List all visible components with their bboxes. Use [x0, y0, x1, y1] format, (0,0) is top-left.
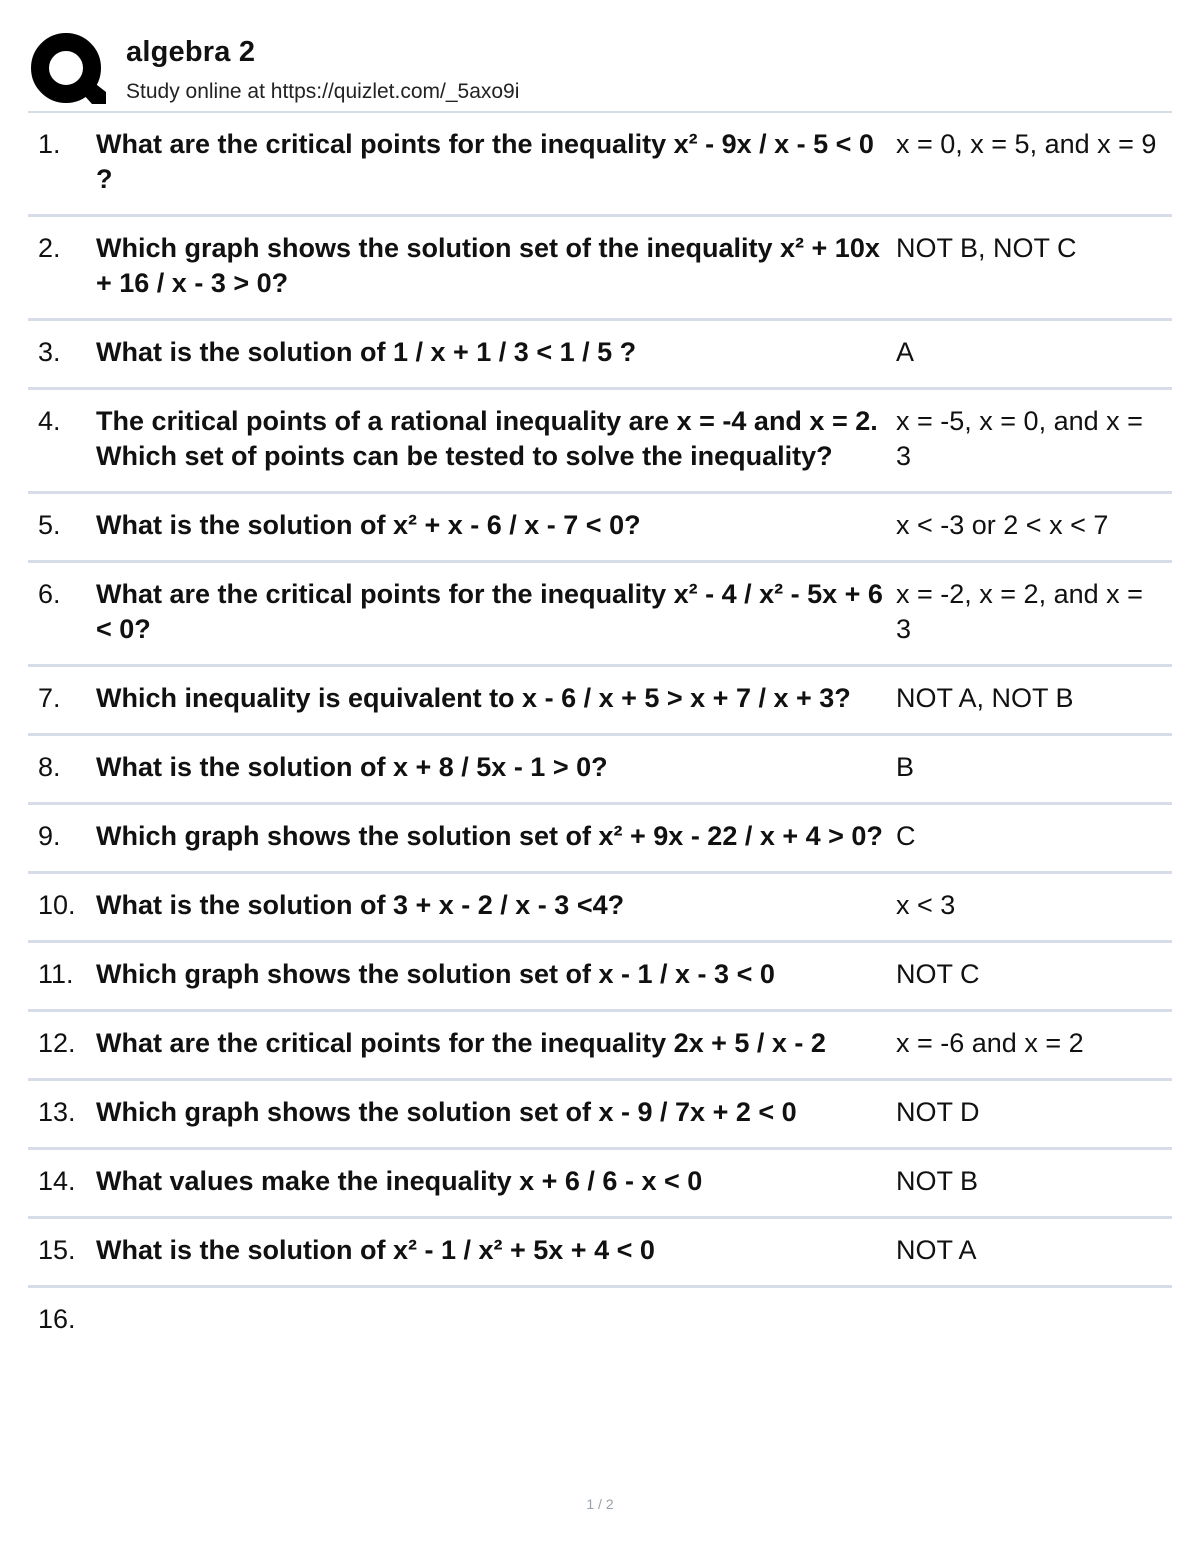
card-definition: NOT A — [896, 1235, 977, 1265]
card-definition: NOT C — [896, 959, 980, 989]
card-term: Which graph shows the solution set of x - 1 / x - 3 < 0 — [96, 959, 775, 989]
flashcard-row — [28, 667, 1172, 736]
page-indicator: 1 / 2 — [586, 1496, 614, 1512]
card-term: What is the solution of 3 + x - 2 / x - 3 <4? — [96, 890, 625, 920]
flashcard-row — [28, 1012, 1172, 1081]
card-term: What are the critical points for the inequality 2x + 5 / x - 2 — [96, 1028, 826, 1058]
card-number: 5. — [38, 510, 61, 540]
card-term: What are the critical points for the inequality x² - 4 / x² - 5x + 6 < 0? — [96, 579, 883, 644]
flashcard-row — [28, 390, 1172, 494]
card-definition: NOT D — [896, 1097, 980, 1127]
flashcard-row — [28, 943, 1172, 1012]
flashcard-row — [28, 736, 1172, 805]
card-definition: C — [896, 821, 916, 851]
card-number: 9. — [38, 821, 61, 851]
flashcard-row — [28, 494, 1172, 563]
card-number: 8. — [38, 752, 61, 782]
flashcard-row — [28, 563, 1172, 667]
card-term: What are the critical points for the inequality x² - 9x / x - 5 < 0 ? — [96, 129, 874, 194]
card-definition: x = -2, x = 2, and x = 3 — [896, 579, 1143, 644]
card-term: Which graph shows the solution set of x² + 9x - 22 / x + 4 > 0? — [96, 821, 883, 851]
flashcard-row — [28, 1150, 1172, 1219]
card-number: 6. — [38, 579, 61, 609]
card-definition: x = -5, x = 0, and x = 3 — [896, 406, 1143, 471]
card-number: 12. — [38, 1028, 76, 1058]
card-term — [96, 1302, 896, 1337]
card-term: Which inequality is equivalent to x - 6 / x + 5 > x + 7 / x + 3? — [96, 683, 851, 713]
flashcard-list — [28, 113, 1172, 1354]
card-number: 1. — [38, 129, 61, 159]
card-term: What is the solution of 1 / x + 1 / 3 < 1 / 5 ? — [96, 337, 637, 367]
card-definition: x < -3 or 2 < x < 7 — [896, 510, 1109, 540]
card-definition: x = 0, x = 5, and x = 9 — [896, 129, 1157, 159]
card-number: 15. — [38, 1235, 76, 1265]
document-title: algebra 2 — [126, 36, 256, 68]
card-definition: B — [896, 752, 915, 782]
card-number: 14. — [38, 1166, 76, 1196]
card-number: 7. — [38, 683, 61, 713]
card-number: 16. — [38, 1304, 76, 1334]
card-definition — [896, 1302, 1172, 1337]
card-number: 3. — [38, 337, 61, 367]
quizlet-q-logo-icon — [30, 32, 106, 108]
flashcard-row — [28, 874, 1172, 943]
card-term: The critical points of a rational inequality are x = -4 and x = 2. Which set of points can be tested to solve the inequality? — [96, 406, 878, 471]
card-term: What is the solution of x² - 1 / x² + 5x + 4 < 0 — [96, 1235, 655, 1265]
card-definition: x = -6 and x = 2 — [896, 1028, 1084, 1058]
card-definition: NOT A, NOT B — [896, 683, 1074, 713]
flashcard-row — [28, 1081, 1172, 1150]
flashcard-row — [28, 1288, 1172, 1354]
flashcard-row — [28, 805, 1172, 874]
card-term: What values make the inequality x + 6 / 6 - x < 0 — [96, 1166, 703, 1196]
flashcard-row — [28, 1219, 1172, 1288]
card-number: 13. — [38, 1097, 76, 1127]
card-term: Which graph shows the solution set of x - 9 / 7x + 2 < 0 — [96, 1097, 797, 1127]
card-definition: NOT B — [896, 1166, 979, 1196]
card-definition: x < 3 — [896, 890, 956, 920]
flashcard-row — [28, 217, 1172, 321]
card-number: 4. — [38, 406, 61, 436]
flashcard-row — [28, 321, 1172, 390]
flashcard-row — [28, 113, 1172, 217]
card-term: What is the solution of x² + x - 6 / x - 7 < 0? — [96, 510, 641, 540]
card-term: What is the solution of x + 8 / 5x - 1 > 0? — [96, 752, 608, 782]
card-definition: NOT B, NOT C — [896, 233, 1077, 263]
card-definition: A — [896, 337, 915, 367]
document-header — [28, 30, 1172, 110]
study-online-link[interactable]: Study online at https://quizlet.com/_5axo9i — [126, 80, 520, 103]
card-term: Which graph shows the solution set of the inequality x² + 10x + 16 / x - 3 > 0? — [96, 233, 880, 298]
card-number: 2. — [38, 233, 61, 263]
card-number: 10. — [38, 890, 76, 920]
card-number: 11. — [38, 959, 74, 989]
